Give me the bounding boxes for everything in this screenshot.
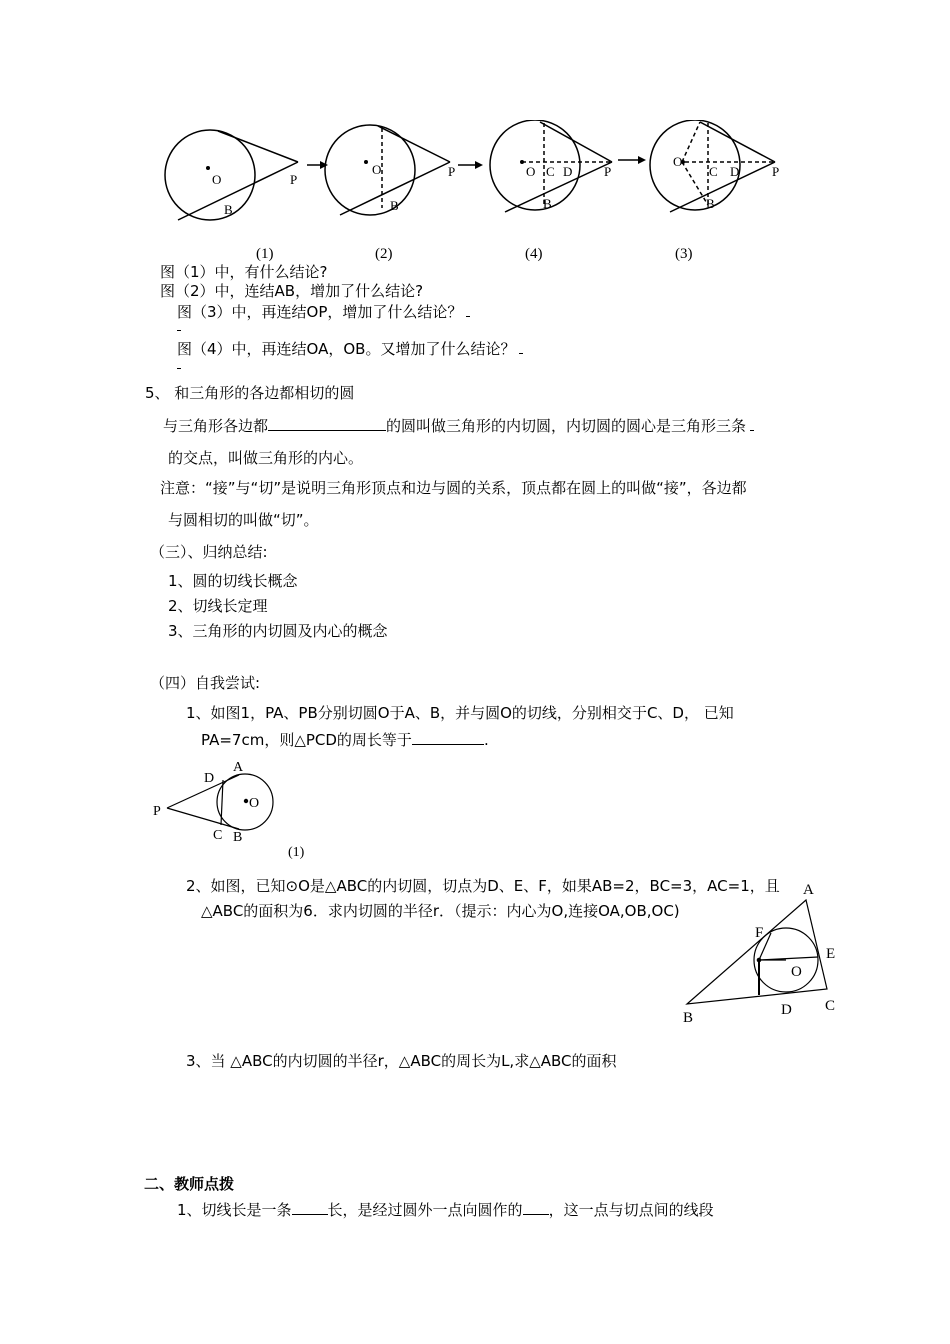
problem-1-line2: PA=7cm，则△PCD的周长等于 . [201, 731, 489, 749]
fig2-label-f: F [755, 925, 764, 941]
section5-heading: 5、 和三角形的各边都相切的圆 [145, 384, 355, 402]
fig2-label-p: P [448, 164, 456, 179]
figure-caption-1: (1) [256, 246, 274, 262]
problem-3: 3、当 △ABC的内切圆的半径r，△ABC的周长为L,求△ABC的面积 [186, 1052, 617, 1070]
fig1-label-b: B [233, 830, 243, 845]
fig4-label-c: C [546, 164, 555, 179]
tangent-figures-strip [160, 120, 800, 235]
figure-caption-2: (2) [375, 246, 393, 262]
note-line1: 注意：“接”与“切”是说明三角形顶点和边与圆的关系，顶点都在圆上的叫做“接”，各边都 [160, 479, 747, 497]
question-2: 图（2）中，连结AB，增加了什么结论? [160, 282, 424, 300]
problem-2-line2: △ABC的面积为6．求内切圆的半径r．（提示：内心为O,连接OA,OB,OC) [201, 902, 680, 920]
figure-caption-3: (3) [675, 246, 693, 262]
problem-2-line1: 2、如图，已知⊙O是△ABC的内切圆，切点为D、E、F，如果AB=2，BC=3，AC=1，且 [186, 877, 780, 895]
fig2-label-a: A [803, 882, 814, 898]
figure-caption-4: (4) [525, 246, 543, 262]
question-3: 图（3）中，再连结OP，增加了什么结论？ [177, 301, 470, 321]
fig2-label-b: B [683, 1010, 694, 1026]
fig2-label-c: C [825, 998, 836, 1014]
fig1-label-o: O [249, 796, 260, 811]
note-line2: 与圆相切的叫做“切”。 [168, 511, 319, 529]
section5-definition-line1: 与三角形各边都 的圆叫做三角形的内切圆，内切圆的圆心是三角形三条 [163, 415, 754, 435]
fig1-label-p: P [290, 172, 298, 187]
fig2-label-d: D [781, 1002, 792, 1018]
summary-item: 1、圆的切线长概念 [168, 572, 298, 590]
problem-1-figure [145, 755, 335, 865]
fig4-label-b: B [543, 196, 552, 211]
fig1-label-c: C [213, 828, 223, 843]
fig1-label-a: A [233, 760, 244, 775]
problem-1-line1: 1、如图1，PA、PB分别切圆O于A、B，并与圆O的切线，分别相交于C、D， 已知 [186, 704, 734, 722]
summary-item: 2、切线长定理 [168, 597, 268, 615]
summary-item: 3、三角形的内切圆及内心的概念 [168, 622, 388, 640]
section5-definition-line2: 的交点，叫做三角形的内心。 [168, 449, 364, 467]
fig1-label-p: P [153, 804, 161, 819]
fig3-label-c: C [709, 164, 718, 179]
summary-heading: （三）、归纳总结: [150, 543, 268, 561]
fig3-label-p: P [772, 164, 780, 179]
problem-2-figure [675, 875, 845, 1030]
question-4: 图（4）中，再连结OA，OB。又增加了什么结论？ [177, 338, 523, 358]
stray-mark [177, 322, 181, 331]
fig3-label-d: D [730, 164, 740, 179]
fig3-label-o: O [673, 154, 683, 169]
fig2-label-e: E [826, 946, 836, 962]
question-1: 图（1）中，有什么结论? [160, 263, 328, 281]
fig1-caption: (1) [288, 845, 305, 860]
fig1-label-o: O [212, 172, 222, 187]
teacher-heading: 二、教师点拨 [144, 1175, 235, 1193]
fig1-label-d: D [204, 771, 215, 786]
fig4-label-o: O [526, 164, 536, 179]
fig4-label-p: P [604, 164, 612, 179]
fig2-label-o: O [372, 162, 382, 177]
self-try-heading: （四）自我尝试: [150, 674, 261, 692]
stray-mark [177, 360, 181, 369]
fig1-label-b: B [224, 202, 233, 217]
fig3-label-b: B [706, 196, 715, 211]
teacher-point-1: 1、切线长是一条 长，是经过圆外一点向圆作的 ，这一点与切点间的线段 [177, 1201, 714, 1219]
fig4-label-d: D [563, 164, 573, 179]
fig2-label-o: O [791, 964, 802, 980]
fig2-label-b: B [390, 198, 399, 213]
